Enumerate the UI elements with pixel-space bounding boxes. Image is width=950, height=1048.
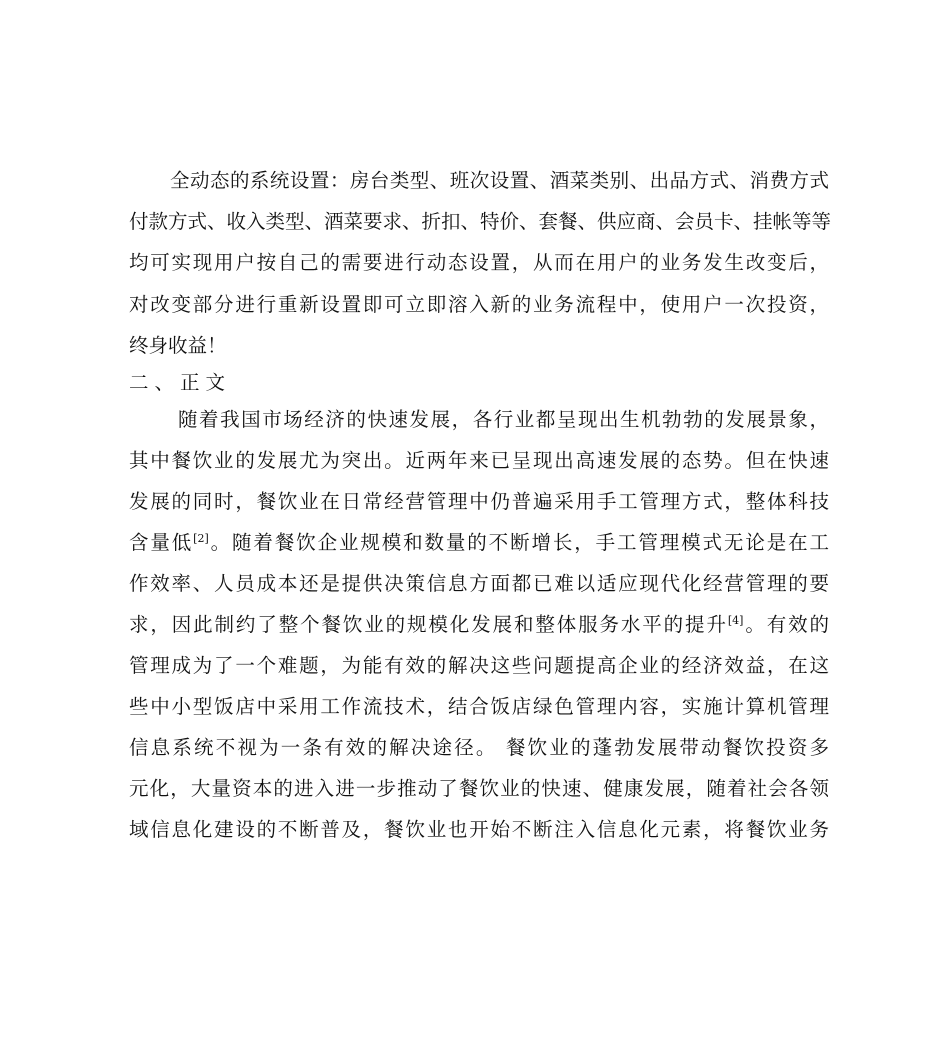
line4-rest: 。随着餐饮企业规模和数量的不断增长，手工管理模式无论是在工 (208, 531, 829, 554)
paragraph2-line-8: 些中小型饭店中采用工作流技术，结合饭店绿色管理内容，实施计算机管理 (129, 695, 829, 718)
paragraph1-line-3: 均可实现用户按自己的需要进行动态设置，从而在用户的业务发生改变后， (129, 251, 829, 274)
paragraph2-line-4 (129, 528, 829, 558)
line6-rest: 。有效的 (743, 613, 829, 636)
paragraph2-line-11: 域信息化建设的不断普及，餐饮业也开始不断注入信息化元素，将餐饮业务 (129, 818, 829, 841)
paragraph1-line-4: 对改变部分进行重新设置即可立即溶入新的业务流程中，使用户一次投资， (129, 293, 829, 316)
paragraph1-line-2: 付款方式、收入类型、酒菜要求、折扣、特价、套餐、供应商、会员卡、挂帐等等 (129, 210, 832, 233)
paragraph2-line-1: 随着我国市场经济的快速发展，各行业都呈现出生机勃勃的发展景象， (178, 408, 829, 431)
citation-ref-2: [2] (193, 532, 209, 545)
citation-ref-4: [4] (727, 614, 744, 627)
paragraph2-line-7: 管理成为了一个难题，为能有效的解决这些问题提高企业的经济效益，在这 (129, 654, 829, 677)
paragraph2-line-9: 信息系统不视为一条有效的解决途径。 餐饮业的蓬勃发展带动餐饮投资多 (129, 736, 829, 759)
paragraph2-line-5: 作效率、人员成本还是提供决策信息方面都已难以适应现代化经营管理的要 (129, 572, 829, 595)
section-heading: 二、正文 (129, 371, 232, 394)
paragraph2-line-3: 发展的同时，餐饮业在日常经营管理中仍普遍采用手工管理方式，整体科技 (129, 490, 829, 513)
paragraph2-line-2: 其中餐饮业的发展尤为突出。近两年来已呈现出高速发展的态势。但在快速 (129, 449, 829, 472)
line4-prefix: 含量低 (129, 531, 194, 554)
line6-prefix: 求，因此制约了整个餐饮业的规模化发展和整体服务水平的提升 (129, 613, 728, 636)
paragraph1-line-1: 全动态的系统设置：房台类型、班次设置、酒菜类别、出品方式、消费方式 (170, 169, 829, 192)
paragraph2-line-6 (129, 610, 829, 640)
paragraph1-line-5: 终身收益！ (129, 334, 227, 357)
paragraph2-line-10: 元化，大量资本的进入进一步推动了餐饮业的快速、健康发展，随着社会各领 (129, 777, 829, 800)
